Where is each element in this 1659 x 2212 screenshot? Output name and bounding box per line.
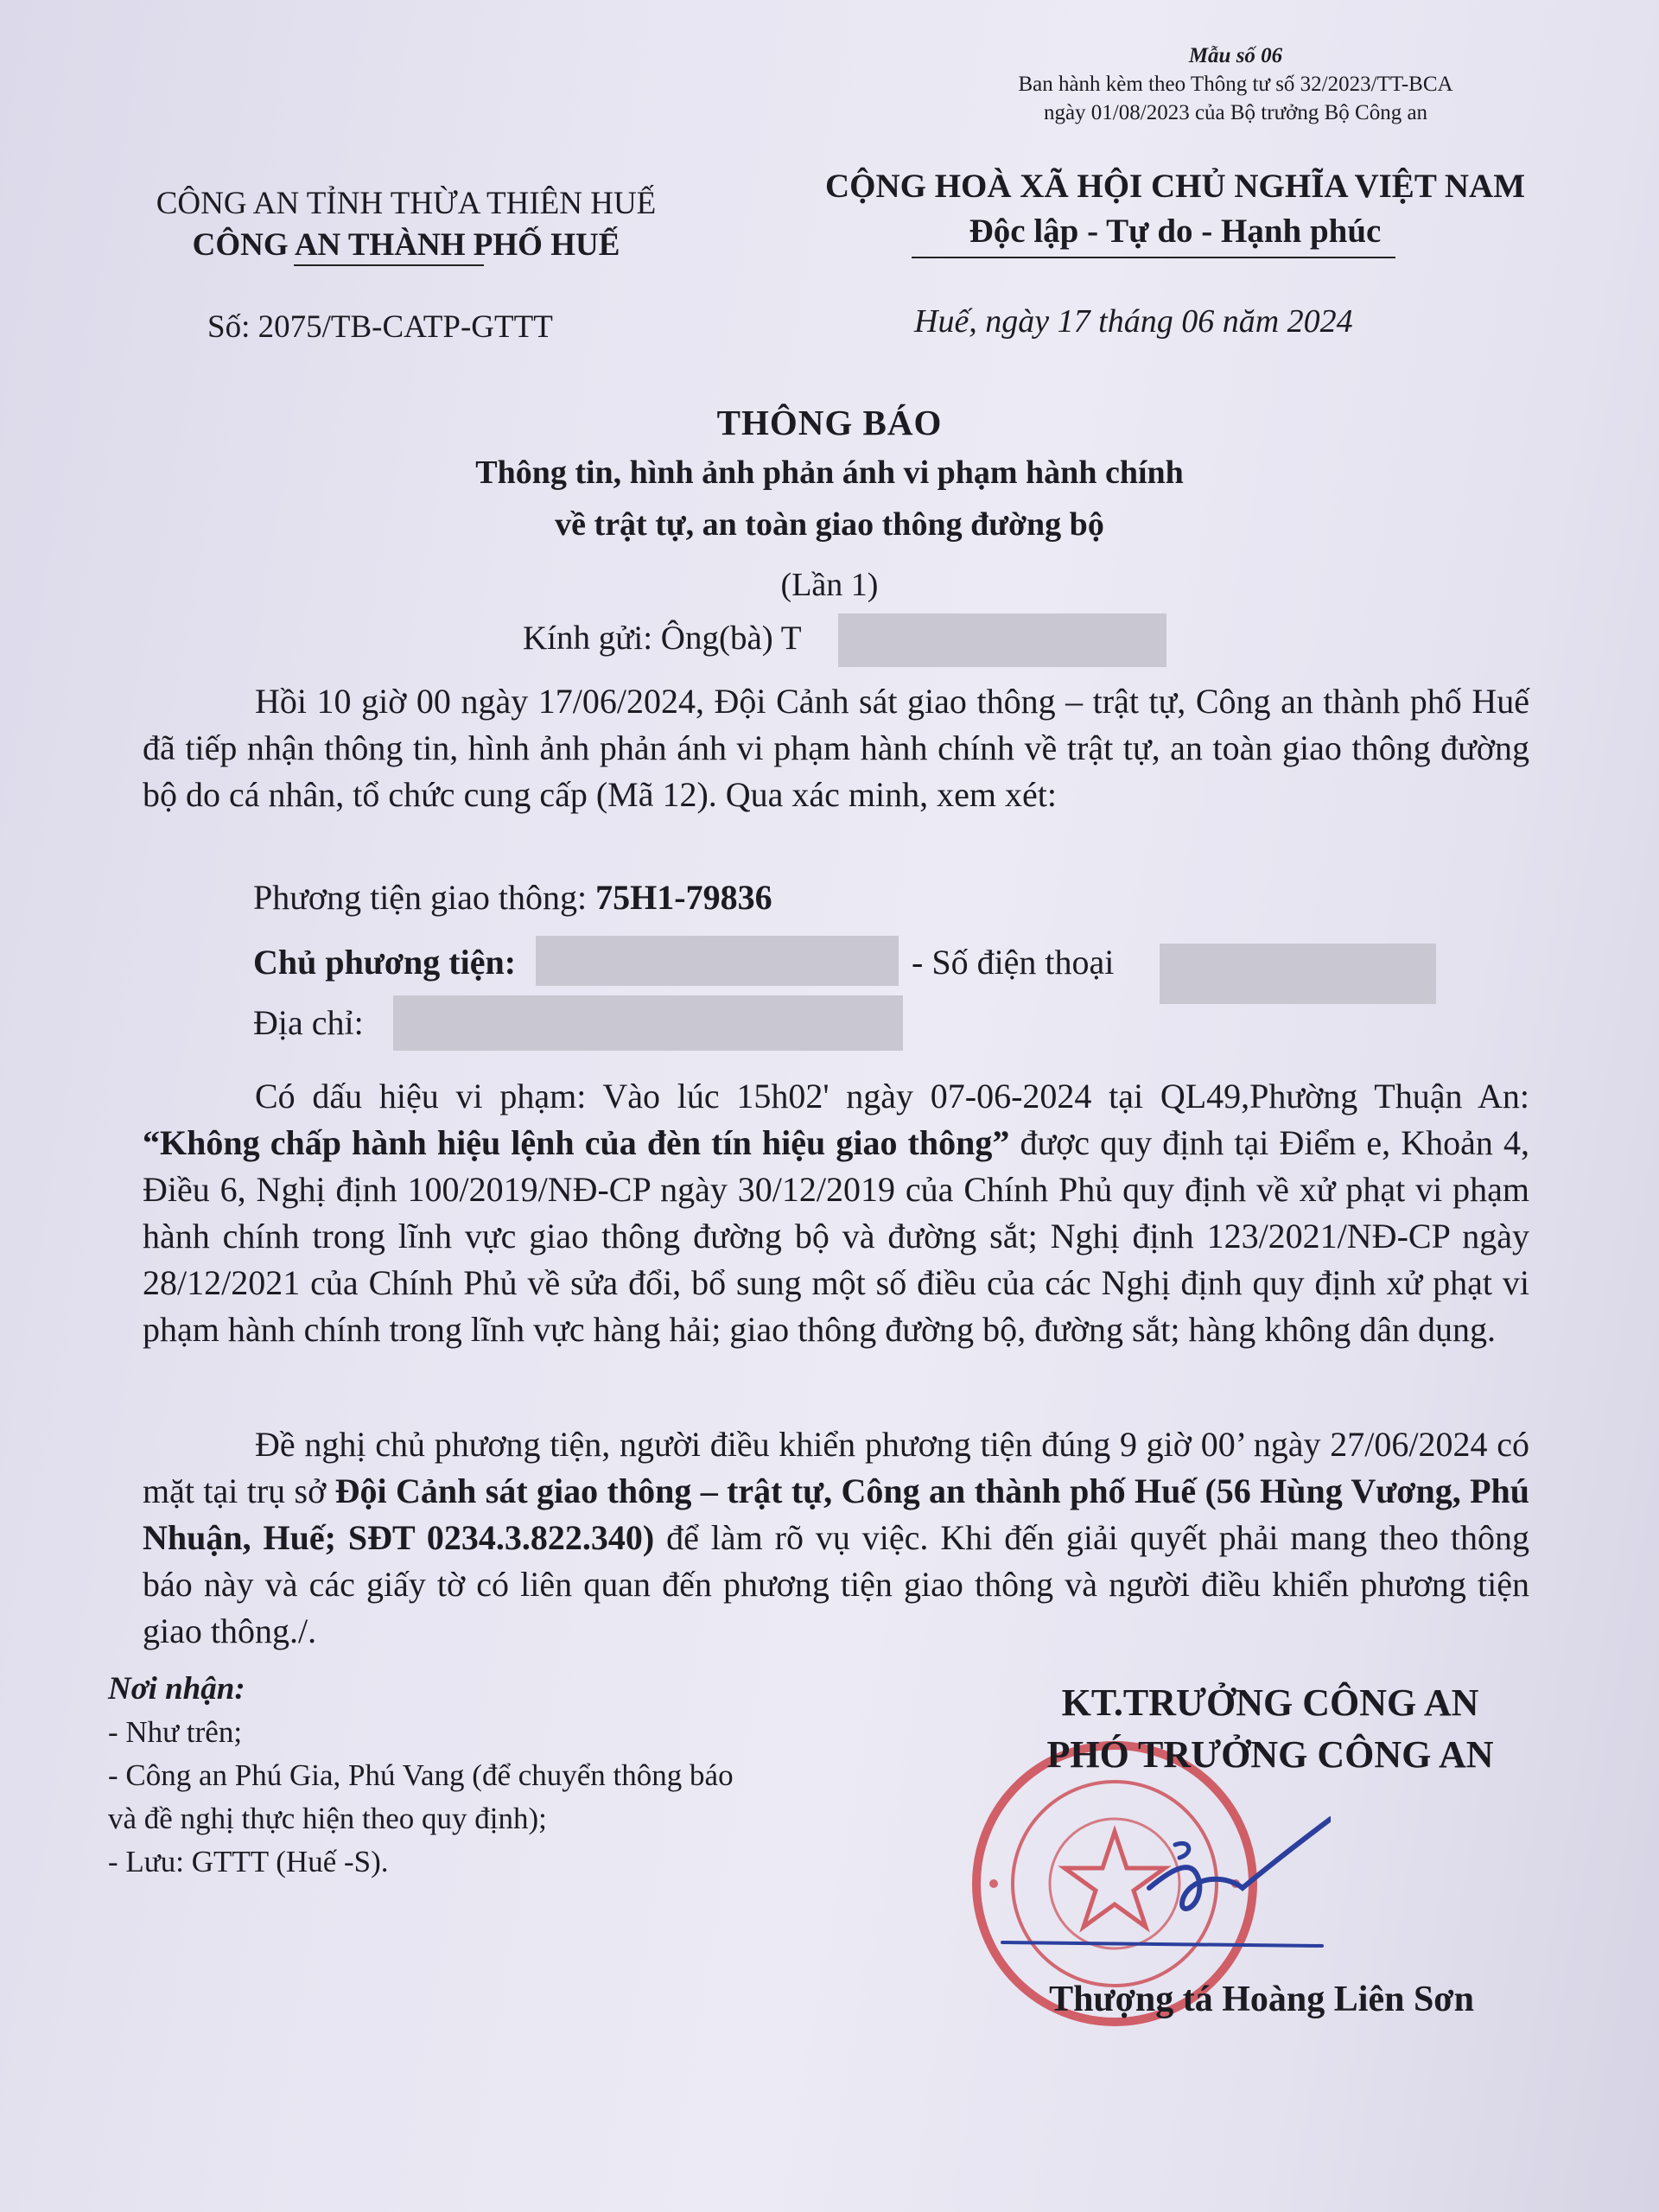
recipients-list xyxy=(108,1668,734,1884)
redacted-address xyxy=(393,995,903,1051)
address-label: Địa chỉ: xyxy=(253,1003,364,1042)
request-instructions: để làm rõ vụ việc. Khi đến giải quyết phải mang theo thông báo này và các giấy tờ có liên quan đến phương tiện giao thông và người điều khiển phương tiện giao thông./. xyxy=(143,1518,1530,1650)
signer-name: Thượng tá Hoàng Liên Sơn xyxy=(1049,1980,1474,2019)
owner-phone-line xyxy=(912,942,1114,982)
recipients-item: - Như trên; xyxy=(108,1715,243,1749)
document-subtitle-2: về trật tự, an toàn giao thông đường bộ xyxy=(555,506,1104,543)
redacted-owner-name xyxy=(536,936,899,986)
agency-unit: CÔNG AN THÀNH PHỐ HUẾ xyxy=(192,227,620,263)
request-intro: Đề nghị chủ phương tiện, người điều khiển phương tiện đúng 9 giờ 00’ ngày 27/06/2024 có mặt tại trụ sở xyxy=(143,1425,1529,1510)
national-motto: Độc lập - Tự do - Hạnh phúc xyxy=(969,213,1382,250)
signature-title-2: PHÓ TRƯỞNG CÔNG AN xyxy=(1046,1733,1494,1776)
notice-round: (Lần 1) xyxy=(780,567,879,603)
paragraph-violation xyxy=(143,1073,1529,1353)
paragraph-received-info: Hồi 10 giờ 00 ngày 17/06/2024, Đội Cảnh sát giao thông – trật tự, Công an thành phố Huế đã tiếp nhận thông tin, hình ảnh phản ánh vi phạm hành chính về trật tự, an toàn giao thông đường bộ do cá nhân, tổ chức cung cấp (Mã 12). Qua xác minh, xem xét: xyxy=(143,682,1529,814)
place-date: Huế, ngày 17 tháng 06 năm 2024 xyxy=(914,303,1353,340)
form-issued-with: Ban hành kèm theo Thông tư số 32/2023/TT-BCA xyxy=(1018,73,1453,96)
form-issued-date: ngày 01/08/2023 của Bộ trưởng Bộ Công an xyxy=(1043,101,1428,124)
signature-title-1: KT.TRƯỞNG CÔNG AN xyxy=(1061,1681,1479,1724)
recipients-item: và đề nghị thực hiện theo quy định); xyxy=(108,1802,547,1835)
violation-legal-basis: được quy định tại Điểm e, Khoản 4, Điều 6, Nghị định 100/2019/NĐ-CP ngày 30/12/2019 của Chính Phủ quy định về xử phạt vi phạm hành chính trong lĩnh vực giao thông đường bộ và đường sắt; Nghị định 123/2021/NĐ-CP ngày 28/12/2021 của Chính Phủ về sửa đổi, bổ sung một số điều của các Nghị định quy định xử phạt vi phạm hành chính trong lĩnh vực hàng hải; giao thông đường bộ, đường sắt; hàng không dân dụng. xyxy=(143,1123,1529,1349)
form-number: Mẫu số 06 xyxy=(1188,44,1283,67)
document-number: Số: 2075/TB-CATP-GTTT xyxy=(207,309,553,345)
paragraph-request xyxy=(143,1421,1529,1655)
redacted-recipient-name xyxy=(838,613,1166,667)
address-line xyxy=(253,1002,364,1043)
national-name: CỘNG HOÀ XÃ HỘI CHỦ NGHĨA VIỆT NAM xyxy=(824,168,1526,205)
recipients-item: - Lưu: GTTT (Huế -S). xyxy=(108,1845,389,1878)
vehicle-line xyxy=(253,877,772,918)
recipients-heading: Nơi nhận: xyxy=(108,1671,245,1707)
vehicle-plate: 75H1-79836 xyxy=(595,878,772,917)
national-header xyxy=(743,164,1607,254)
agency-parent: CÔNG AN TỈNH THỪA THIÊN HUẾ xyxy=(156,186,657,221)
request-place: Đội Cảnh sát giao thông – trật tự, Công an thành phố Huế (56 Hùng Vương, Phú Nhuận, Huế; SĐT 0234.3.822.340) xyxy=(143,1471,1529,1557)
agency-underline xyxy=(294,264,484,266)
document-title: THÔNG BÁO xyxy=(716,403,943,442)
violation-intro: Có dấu hiệu vi phạm: Vào lúc 15h02' ngày 07-06-2024 tại QL49,Phường Thuận An: xyxy=(255,1077,1529,1116)
recipient-line xyxy=(523,619,802,658)
recipients-item: - Công an Phú Gia, Phú Vang (để chuyển thông báo xyxy=(108,1758,734,1792)
violation-name: “Không chấp hành hiệu lệnh của đèn tín hiệu giao thông” xyxy=(143,1123,1010,1162)
owner-label: Chủ phương tiện: xyxy=(253,943,517,982)
redacted-phone-number xyxy=(1160,944,1436,1004)
form-reference xyxy=(950,41,1521,127)
owner-line xyxy=(253,942,516,982)
motto-underline xyxy=(912,257,1395,258)
agency-header xyxy=(95,183,717,266)
recipient-label: Kính gửi: Ông(bà) T xyxy=(523,620,802,657)
document-subtitle-1: Thông tin, hình ảnh phản ánh vi phạm hành chính xyxy=(475,454,1184,491)
vehicle-label: Phương tiện giao thông: xyxy=(253,878,596,917)
owner-phone-label: - Số điện thoại xyxy=(912,943,1115,982)
